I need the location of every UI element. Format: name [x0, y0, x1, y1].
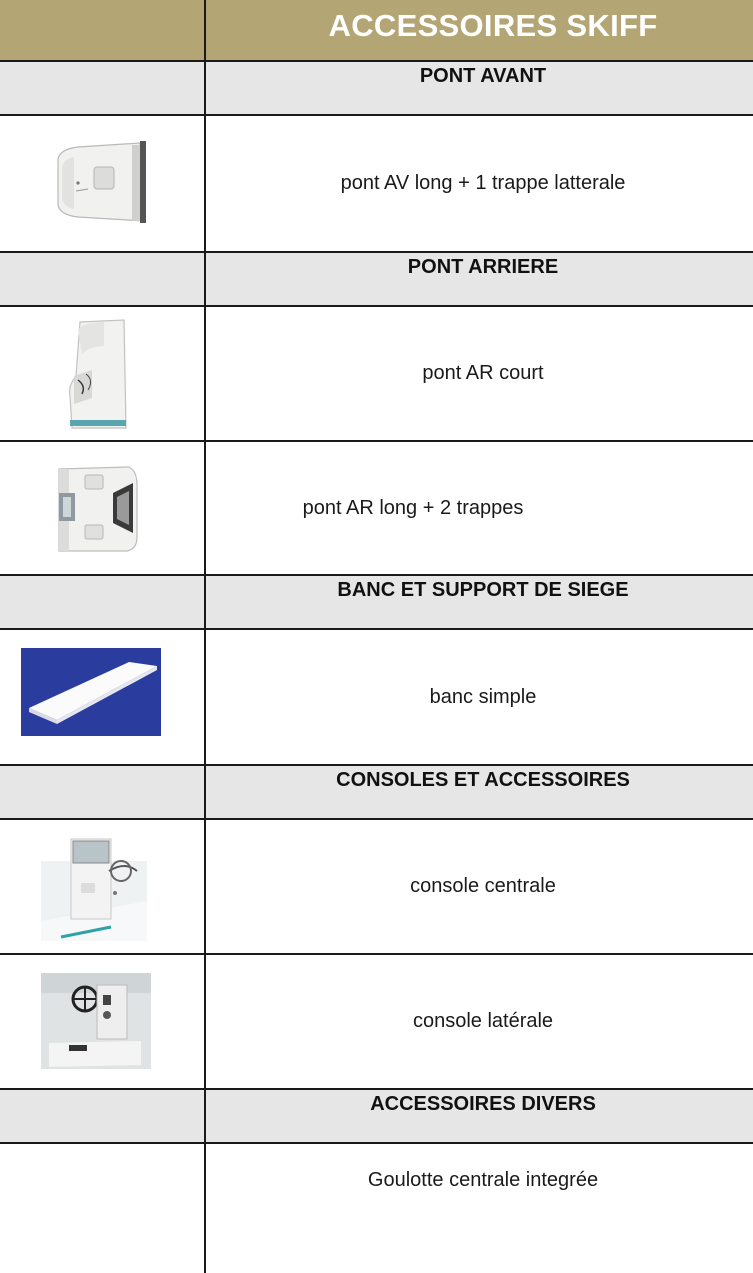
section-row-consoles	[0, 766, 753, 820]
section-left-cell	[0, 1090, 206, 1142]
item-label: pont AR long + 2 trappes	[302, 496, 524, 519]
section-cell	[206, 62, 753, 114]
item-cell	[206, 307, 753, 440]
section-cell	[206, 1090, 753, 1142]
section-left-cell	[0, 62, 206, 114]
bench-image	[21, 648, 161, 736]
item-label: Goulotte centrale integrée	[367, 1168, 599, 1191]
table-row	[0, 307, 753, 442]
section-title: ACCESSOIRES DIVERS	[370, 1093, 596, 1115]
thumbnail-cell	[0, 630, 206, 764]
table-row	[0, 630, 753, 766]
section-title: PONT AVANT	[419, 65, 547, 87]
section-row-divers	[0, 1090, 753, 1144]
section-left-cell	[0, 576, 206, 628]
thumbnail-cell	[0, 955, 206, 1088]
title-cell	[206, 0, 753, 60]
item-cell	[206, 630, 753, 764]
item-cell	[206, 1144, 753, 1273]
section-cell	[206, 766, 753, 818]
table-row	[0, 820, 753, 955]
item-cell	[206, 116, 753, 251]
table-row	[0, 442, 753, 576]
item-cell	[206, 820, 753, 953]
table-row	[0, 1144, 753, 1273]
thumbnail-cell	[0, 820, 206, 953]
short-rear-deck-image	[64, 316, 134, 432]
center-console-image	[41, 831, 147, 941]
item-label: banc simple	[429, 685, 537, 708]
side-console-image	[41, 973, 151, 1069]
section-cell	[206, 253, 753, 305]
title-row	[0, 0, 753, 62]
item-label: console centrale	[410, 875, 556, 897]
section-left-cell	[0, 766, 206, 818]
item-cell	[206, 955, 753, 1088]
page-title: ACCESSOIRES SKIFF	[328, 8, 658, 43]
table-row	[0, 116, 753, 253]
item-label: pont AR court	[422, 362, 544, 384]
title-left-cell	[0, 0, 206, 60]
thumbnail-cell	[0, 307, 206, 440]
item-cell	[206, 442, 753, 574]
thumbnail-cell	[0, 1144, 206, 1273]
section-row-banc	[0, 576, 753, 630]
long-rear-deck-image	[55, 463, 141, 555]
thumbnail-cell	[0, 116, 206, 251]
item-label: pont AV long + 1 trappe latterale	[340, 172, 626, 194]
section-row-pont-arriere	[0, 253, 753, 307]
section-title: BANC ET SUPPORT DE SIEGE	[337, 579, 629, 601]
item-label: console latérale	[412, 1010, 554, 1032]
section-cell	[206, 576, 753, 628]
front-deck-image	[48, 137, 158, 227]
section-left-cell	[0, 253, 206, 305]
section-title: PONT ARRIERE	[407, 256, 559, 278]
thumbnail-cell	[0, 442, 206, 574]
section-row-pont-avant	[0, 62, 753, 116]
table-row	[0, 955, 753, 1090]
section-title: CONSOLES ET ACCESSOIRES	[336, 769, 630, 791]
